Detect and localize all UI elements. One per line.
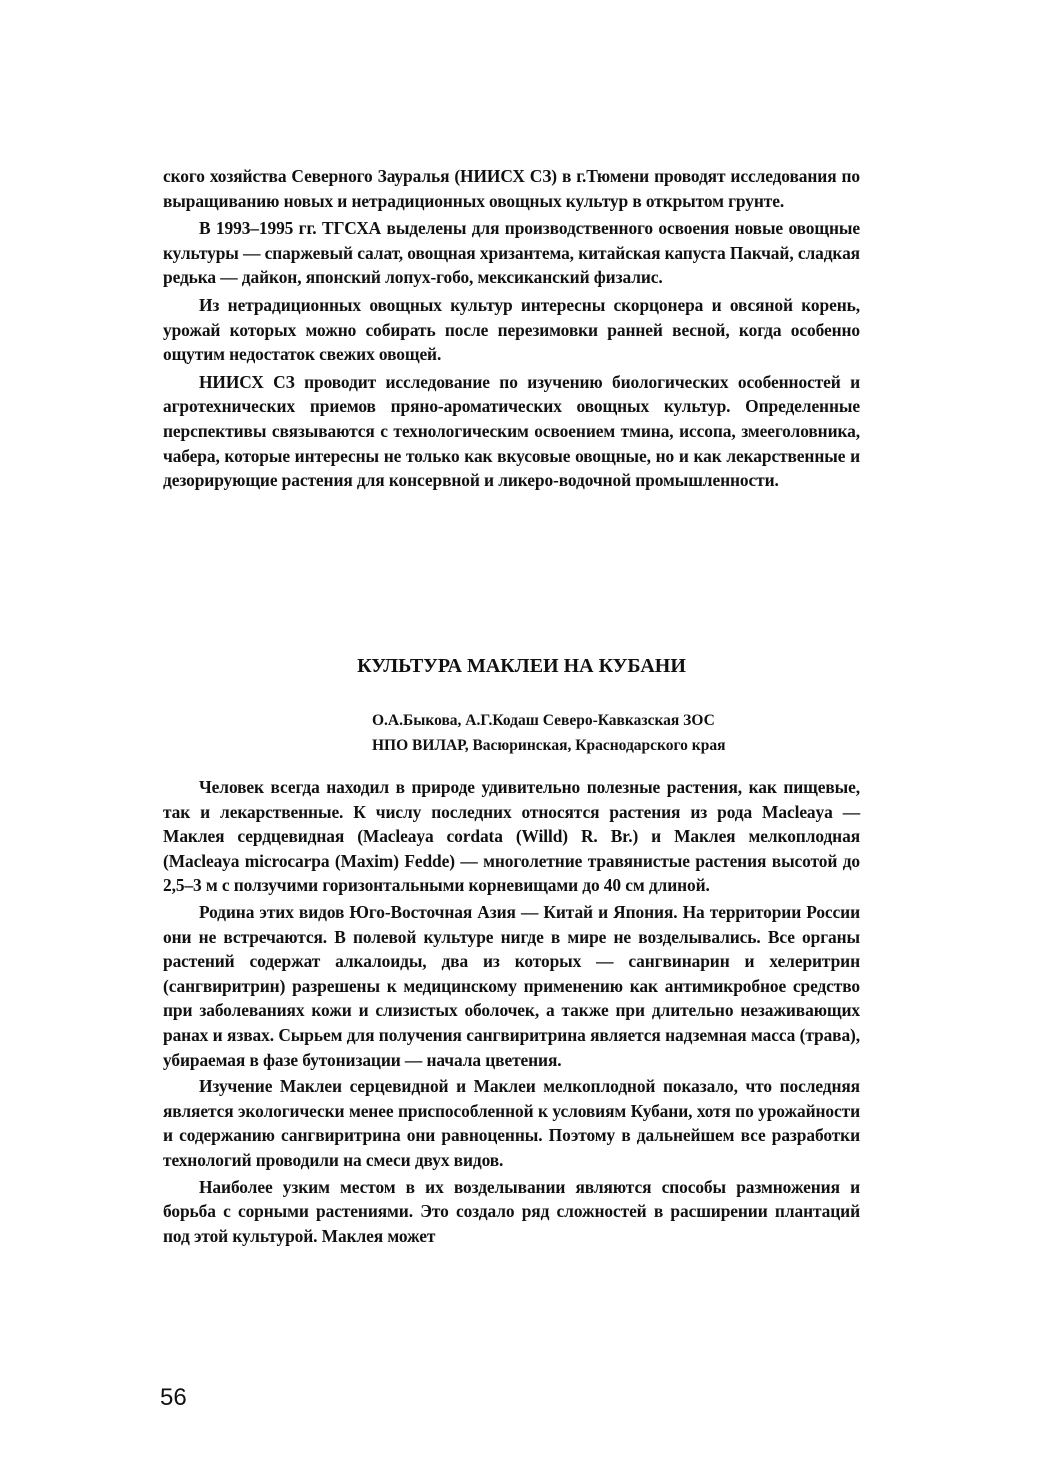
article-authors [372, 708, 852, 758]
page-number: 56 [160, 1384, 187, 1411]
intro-paragraph: В 1993–1995 гг. ТГСХА выделены для производственного освоения новые овощные культуры — спаржевый салат, овощная хризантема, китайская капуста Пакчай, сладкая редька — дайкон, японский лопух-гобо, мексиканский физалис. [163, 218, 860, 288]
article-body [163, 775, 860, 1248]
article-paragraph: Изучение Маклеи серцевидной и Маклеи мелкоплодной показало, что последняя является экологически менее приспособленной к условиям Кубани, хотя по урожайности и содержанию сангвиритрина они равноценны. Поэтому в дальнейшем все разработки технологий проводили на смеси двух видов. [163, 1076, 860, 1170]
intro-paragraph: НИИСХ СЗ проводит исследование по изучению биологических особенностей и агротехнических приемов пряно-ароматических овощных культур. Определенные перспективы связываются с технологическим освоением тмина, иссопа, змееголовника, чабера, которые интересны не только как вкусовые овощные, но и как лекарственные и дезорирующие растения для консервной и ликеро-водочной промышленности. [163, 371, 860, 491]
intro-paragraph: ского хозяйства Северного Зауралья (НИИСХ СЗ) в г.Тюмени проводят исследования по выращиванию новых и нетрадиционных овощных культур в открытом грунте. [163, 166, 860, 211]
intro-text-block [163, 164, 860, 493]
authors-line: О.А.Быкова, А.Г.Кодаш Северо-Кавказская ЗОС [372, 712, 715, 729]
article-paragraph: Родина этих видов Юго-Восточная Азия — Китай и Япония. На территории России они не встречаются. В полевой культуре нигде в мире не возделывались. Все органы растений содержат алкалоиды, два из которых — сангвинарин и хелеритрин (сангвиритрин) разрешены к медицинскому применению как антимикробное средство при заболеваниях кожи и слизистых оболочек, а также при длительно незаживающих ранах и язвах. Сырьем для получения сангвиритрина является надземная масса (трава), убираемая в фазе бутонизации — начала цветения. [163, 901, 860, 1070]
intro-paragraph: Из нетрадиционных овощных культур интересны скорцонера и овсяной корень, урожай которых можно собирать после перезимовки ранней весной, когда особенно ощутим недостаток свежих овощей. [163, 294, 860, 365]
authors-affiliation-line: НПО ВИЛАР, Васюринская, Краснодарского края [372, 737, 726, 754]
article-paragraph: Наиболее узким местом в их возделывании являются способы размножения и борьба с сорными растениями. Это создало ряд сложностей в расширении плантаций под этой культурой. Маклея может [163, 1176, 860, 1246]
article-paragraph: Человек всегда находил в природе удивительно полезные растения, как пищевые, так и лекарственные. К числу последних относятся растения из рода Macleaya — Маклея сердцевидная (Macleaya cordata (Willd) R. Br.) и Маклея мелкоплодная (Macleaya microcarpa (Maxim) Fedde) — многолетние травянистые растения высотой до 2,5–3 м с ползучими горизонтальными корневищами до 40 см длиной. [163, 777, 860, 896]
article-title: КУЛЬТУРА МАКЛЕИ НА КУБАНИ [357, 655, 686, 677]
